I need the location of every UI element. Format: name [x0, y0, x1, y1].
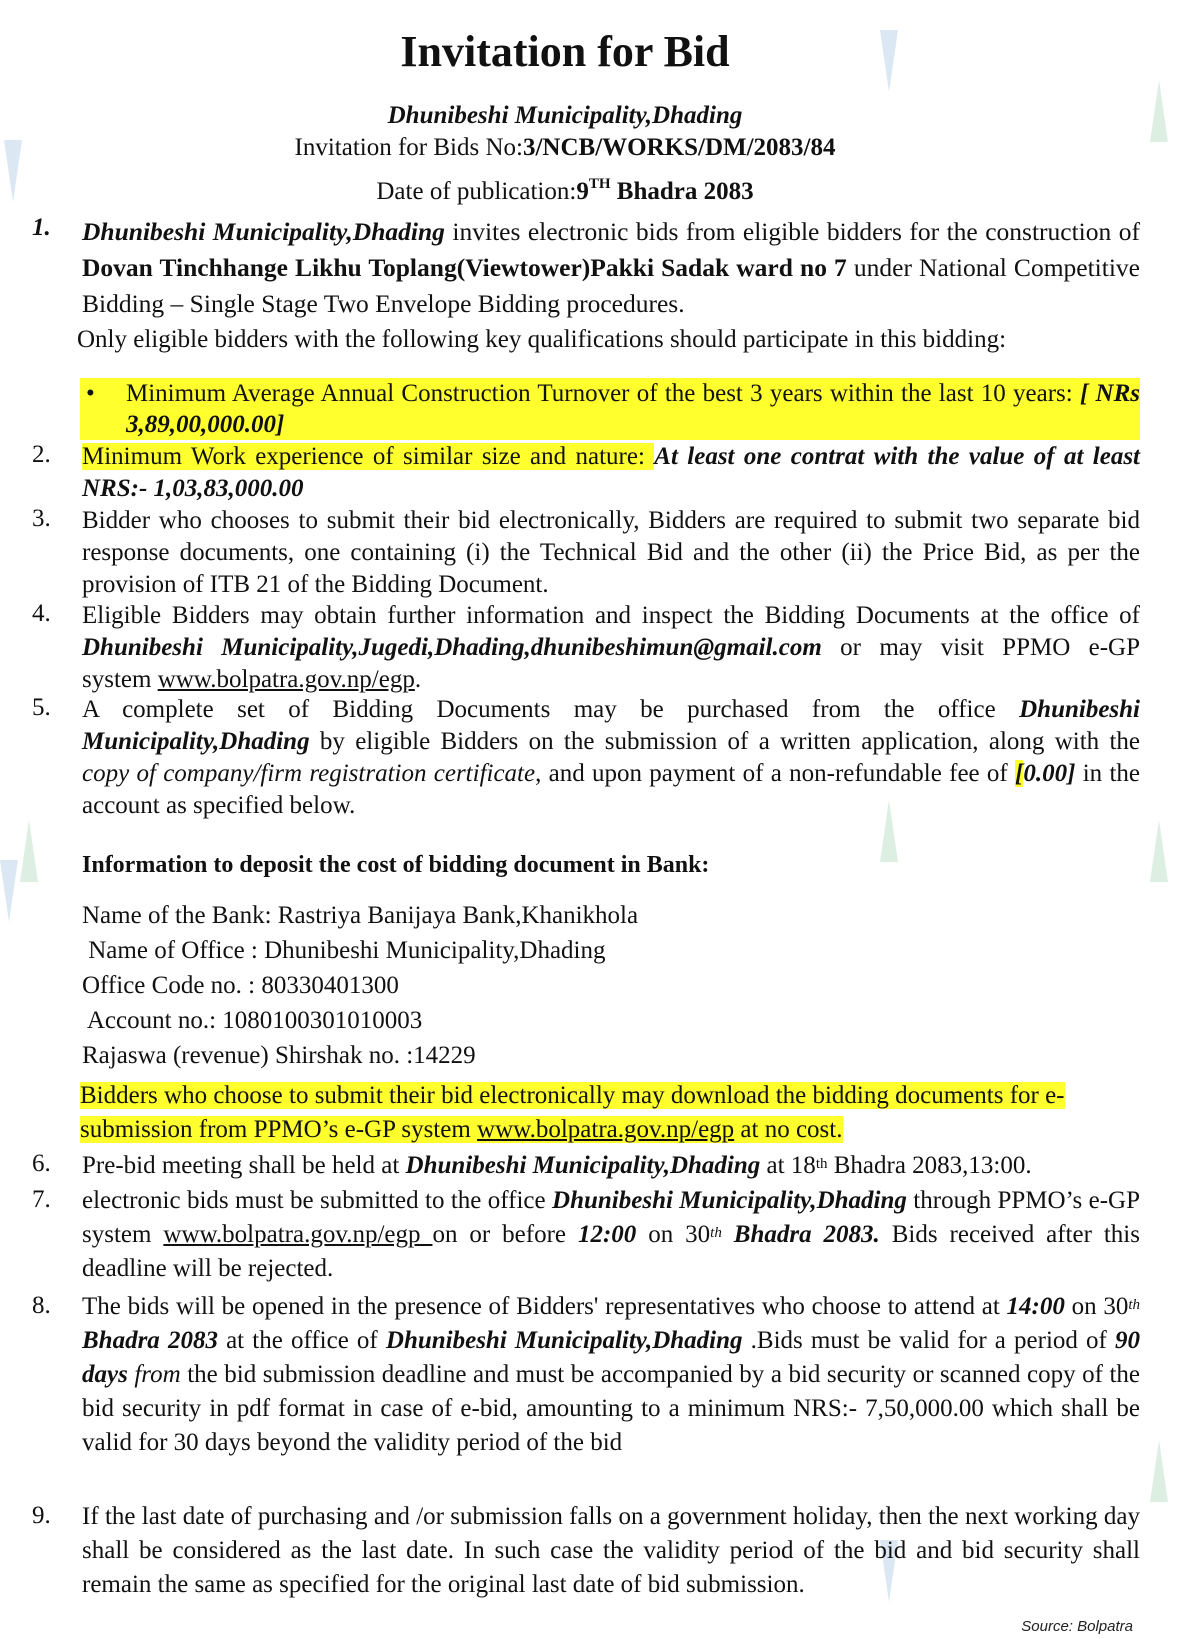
eligibility-intro: Only eligible bidders with the following key qualifications should participate in this bidding: — [77, 326, 1007, 353]
paragraph-6: Pre-bid meeting shall be held at Dhunibeshi Municipality,Dhading at 18th Bhadra 2083,13:00. — [82, 1152, 1032, 1179]
watermark-mark — [0, 860, 18, 922]
watermark-mark — [1150, 80, 1168, 142]
bolpatra-link[interactable]: www.bolpatra.gov.np/egp — [157, 666, 415, 693]
watermark-mark — [1150, 820, 1168, 882]
bank-info-heading: Information to deposit the cost of bidding document in Bank: — [82, 852, 710, 878]
watermark-mark — [1150, 1440, 1168, 1502]
bank-name: Name of the Bank: Rastriya Banijaya Bank,Khanikhola — [82, 902, 639, 929]
paragraph-5: A complete set of Bidding Documents may be purchased from the office Dhunibeshi Municipality,Dhading by eligible Bidders on the submission of a written application, along with the copy of company/firm registration certificate, and upon payment of a non-refundable fee of [0.00] in the account as specified below. — [82, 696, 1140, 819]
page-title: Invitation for Bid — [400, 27, 730, 76]
paragraph-2: Minimum Work experience of similar size and nature: At least one contrat with the value of at least NRS:- 1,03,83,000.00 — [82, 443, 1140, 502]
office-code: Office Code no. : 80330401300 — [82, 972, 399, 999]
download-note: Bidders who choose to submit their bid electronically may download the bidding documents for e-submission from PPMO’s e-GP system www.bolpatra.gov.np/egp at no cost. — [80, 1082, 1065, 1143]
paragraph-9: If the last date of purchasing and /or submission falls on a government holiday, then the next working day shall be considered as the last date. In such case the validity period of the bid and bid security shall remain the same as specified for the original last date of bid submission. — [82, 1503, 1140, 1598]
paragraph-4: Eligible Bidders may obtain further information and inspect the Bidding Documents at the office of Dhunibeshi Municipality,Jugedi,Dhading,dhunibeshimun@gmail.com or may visit PPMO e-GP system www.bolpatra.gov.np/egp. — [82, 602, 1140, 693]
revenue-heading-number: Rajaswa (revenue) Shirshak no. :14229 — [82, 1042, 476, 1069]
item-number: 7. — [32, 1186, 51, 1213]
source-credit: Source: Bolpatra — [1021, 1618, 1133, 1635]
bolpatra-link[interactable]: www.bolpatra.gov.np/egp — [477, 1116, 735, 1143]
account-number: Account no.: 1080100301010003 — [82, 1007, 423, 1034]
office-name: Name of Office : Dhunibeshi Municipality,Dhading — [82, 937, 606, 964]
item-number: 4. — [32, 600, 51, 627]
paragraph-1: Dhunibeshi Municipality,Dhading invites electronic bids from eligible bidders for the construction of Dovan Tinchhange Likhu Toplang(Viewtower)Pakki Sadak ward no 7 under National Competitive Bidding – Single Stage Two Envelope Bidding procedures. — [82, 217, 1140, 318]
watermark-mark — [20, 820, 38, 882]
item-number: 1. — [32, 214, 51, 241]
turnover-requirement: • Minimum Average Annual Construction Turnover of the best 3 years within the last 10 years: [ NRs 3,89,00,000.00] — [80, 378, 1140, 440]
publication-date: Date of publication:9TH Bhadra 2083 — [376, 176, 754, 205]
item-number: 5. — [32, 694, 51, 721]
item-number: 2. — [32, 441, 51, 468]
item-number: 9. — [32, 1502, 51, 1529]
item-number: 3. — [32, 505, 51, 532]
item-number: 6. — [32, 1150, 51, 1177]
organization-name: Dhunibeshi Municipality,Dhading — [387, 102, 743, 129]
item-number: 8. — [32, 1292, 51, 1319]
ifb-number: 3/NCB/WORKS/DM/2083/84 — [522, 134, 836, 161]
paragraph-3: Bidder who chooses to submit their bid electronically, Bidders are required to submit two separate bid response documents, one containing (i) the Technical Bid and the other (ii) the Price Bid, as per the provision of ITB 21 of the Bidding Document. — [82, 507, 1140, 598]
paragraph-7: electronic bids must be submitted to the office Dhunibeshi Municipality,Dhading through PPMO’s e-GP system www.bolpatra.gov.np/egp on or before 12:00 on 30th Bhadra 2083. Bids received after this deadline will be rejected. — [82, 1187, 1141, 1282]
ifb-number-line: Invitation for Bids No:3/NCB/WORKS/DM/2083/84 — [294, 134, 836, 161]
paragraph-8: The bids will be opened in the presence of Bidders' representatives who choose to attend at 14:00 on 30th Bhadra 2083 at the office of Dhunibeshi Municipality,Dhading .Bids must be valid for a period of 90 days from the bid submission deadline and must be accompanied by a bid security or scanned copy of the bid security in pdf format in case of e-bid, amounting to a minimum NRS:- 7,50,000.00 which shall be valid for 30 days beyond the validity period of the bid — [82, 1293, 1140, 1456]
bolpatra-link[interactable]: www.bolpatra.gov.np/egp — [163, 1221, 433, 1248]
